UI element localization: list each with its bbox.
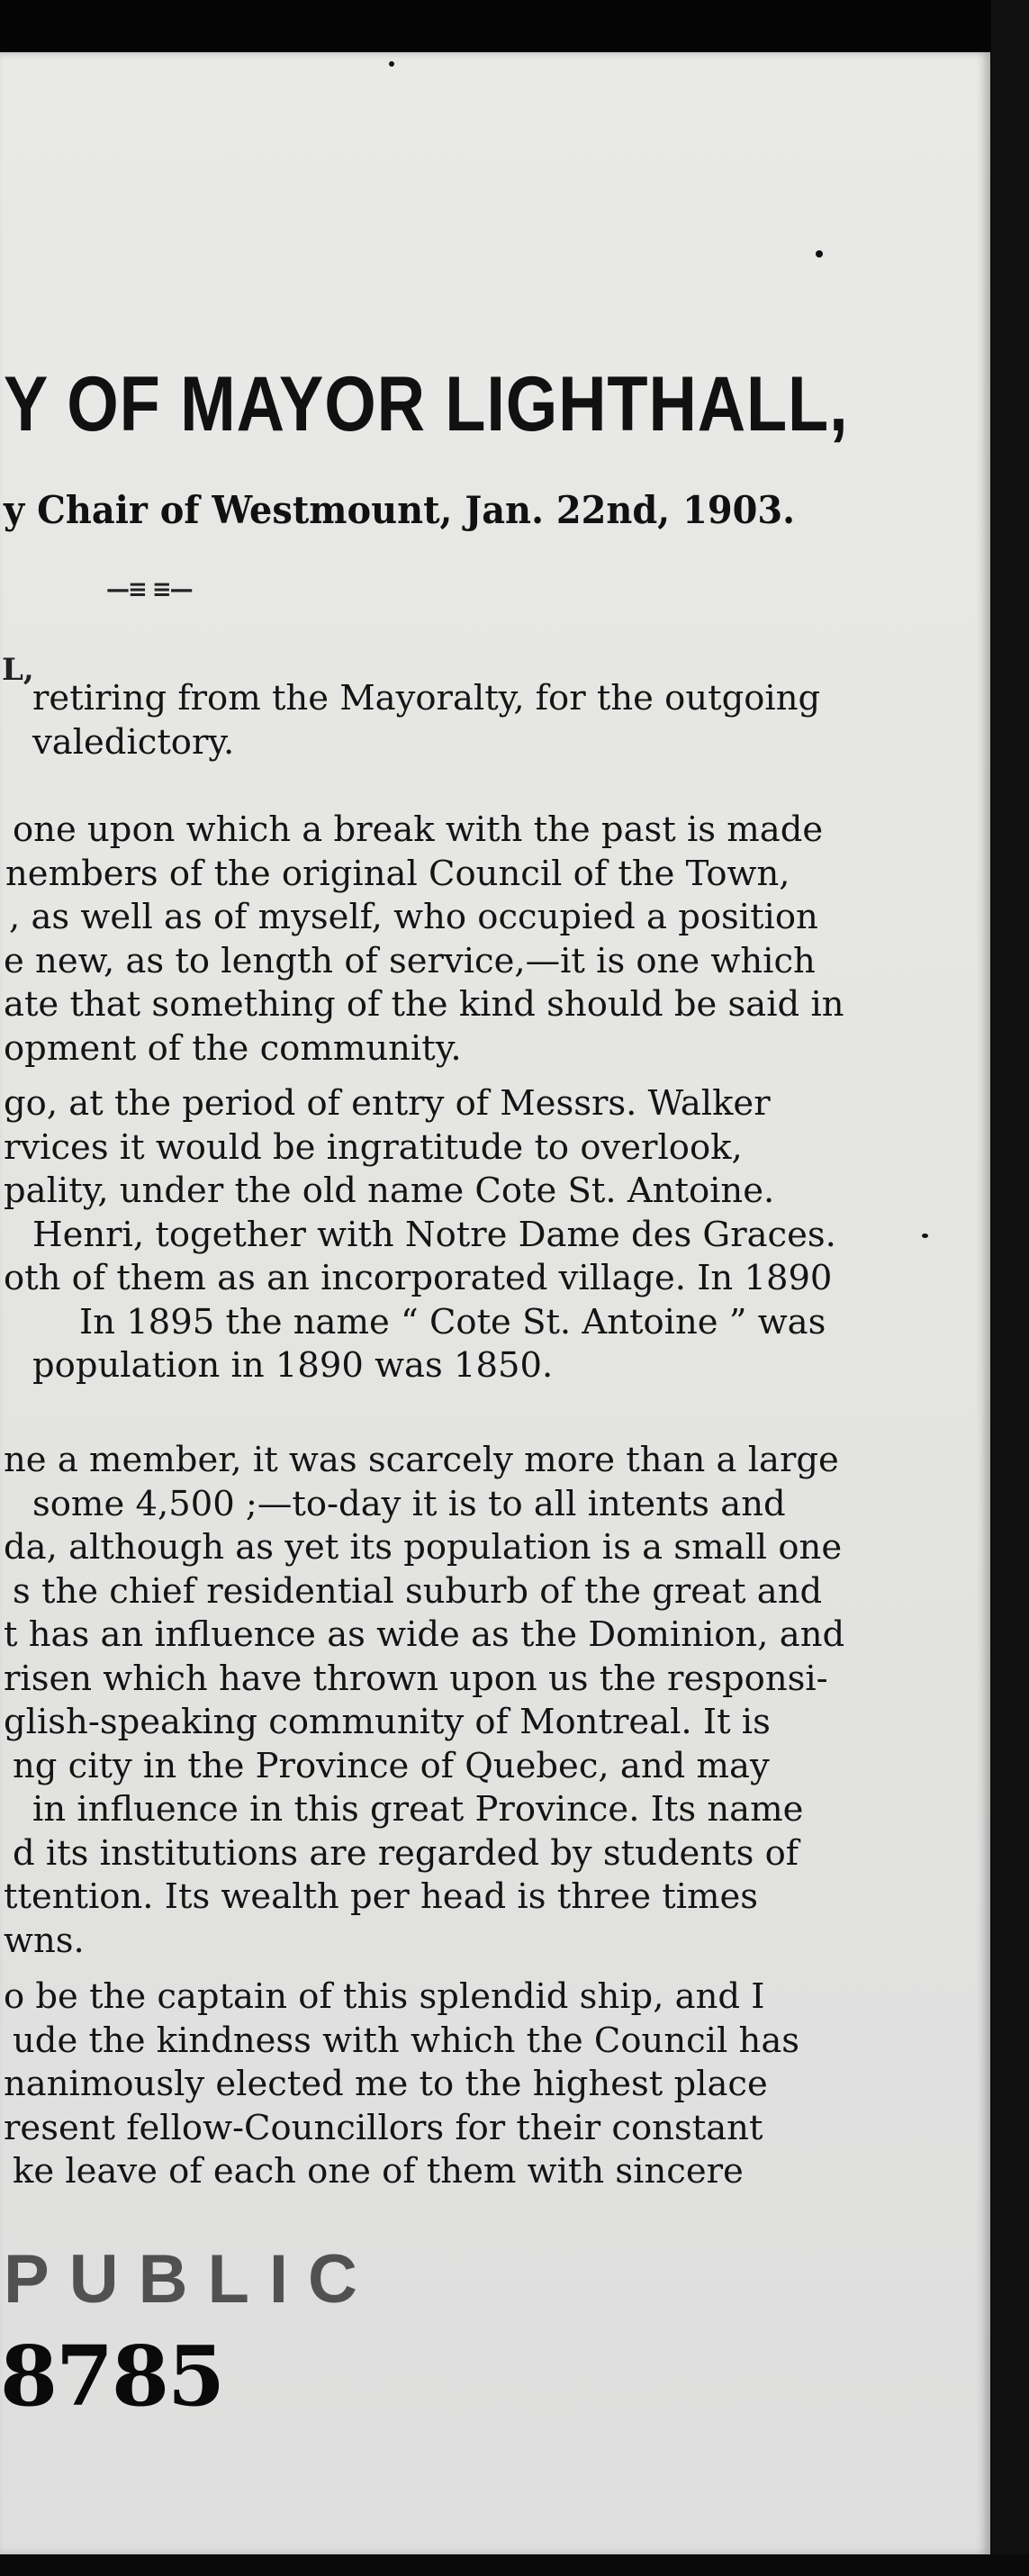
paragraph-line: nembers of the original Council of the Town, [5,853,790,894]
dust-speck [922,1234,928,1238]
paragraph-5 [0,1975,864,2194]
paragraph-line: ude the kindness with which the Council has [13,2020,800,2061]
paragraph-line: resent fellow-Councillors for their constant [4,2107,763,2148]
paragraph-3 [0,1082,864,1388]
paragraph-line: opment of the community. [4,1027,462,1069]
dust-speck [816,250,823,258]
paragraph-line: wns. [4,1920,85,1961]
paragraph-line: s the chief residential suburb of the great and [13,1570,823,1612]
document-page [0,52,990,2555]
paragraph-line: one upon which a break with the past is made [13,809,824,850]
paragraph-line: glish-speaking community of Montreal. It is [4,1702,771,1742]
paragraph-line: ttention. Its wealth per head is three times [4,1876,759,1917]
paragraph-line: pality, under the old name Cote St. Antoine. [4,1170,775,1211]
paragraph-line: o be the captain of this splendid ship, and I [4,1976,765,2017]
scan-border-right [991,0,1029,2576]
salutation: L, [2,652,34,688]
dust-speck [389,61,394,67]
paragraph-line: da, although as yet its population is a small one [4,1527,843,1568]
paragraph-2 [0,809,864,1071]
document-subhead: y Chair of Westmount, Jan. 22nd, 1903. [4,488,796,532]
paragraph-line: e new, as to length of service,—it is one which [4,940,816,981]
paragraph-line: ne a member, it was scarcely more than a large [4,1440,839,1480]
document-headline: Y OF MAYOR LIGHTHALL, [4,361,849,447]
paragraph-line: go, at the period of entry of Messrs. Walker [4,1083,771,1124]
paragraph-line: ng city in the Province of Quebec, and may [13,1745,770,1786]
paragraph-line: ke leave of each one of them with sincere [13,2151,744,2192]
paragraph-line: t has an influence as wide as the Dominion, and [4,1614,845,1655]
paragraph-line: ate that something of the kind should be said in [4,984,844,1025]
paragraph-line: retiring from the Mayoralty, for the outgoing [32,678,821,719]
paragraph-line: In 1895 the name “ Cote St. Antoine ” was [79,1301,826,1342]
paragraph-line: population in 1890 was 1850. [32,1345,554,1386]
paragraph-line: nanimously elected me to the highest place [4,2064,768,2104]
paragraph-line: rvices it would be ingratitude to overlook, [4,1126,743,1168]
paragraph-line: d its institutions are regarded by students of [13,1832,799,1874]
paragraph-line: valedictory. [32,721,235,763]
paragraph-4 [0,1439,864,1963]
paragraph-line: Henri, together with Notre Dame des Graces. [32,1214,836,1255]
ornamental-divider: —≡ ≡— [106,576,192,603]
paragraph-line: , as well as of myself, who occupied a position [9,897,818,937]
microfilm-number: 8785 [0,2327,224,2425]
scan-border-bottom [0,2554,1029,2576]
paragraph-line: some 4,500 ;—to-day it is to all intents and [32,1483,786,1524]
perforated-stamp-text: PUBLIC [4,2241,377,2318]
paragraph-line: oth of them as an incorporated village. In 1890 [4,1258,833,1298]
paragraph-1 [0,677,864,764]
paragraph-line: in influence in this great Province. Its name [32,1789,804,1830]
paragraph-line: risen which have thrown upon us the responsi- [4,1658,828,1699]
